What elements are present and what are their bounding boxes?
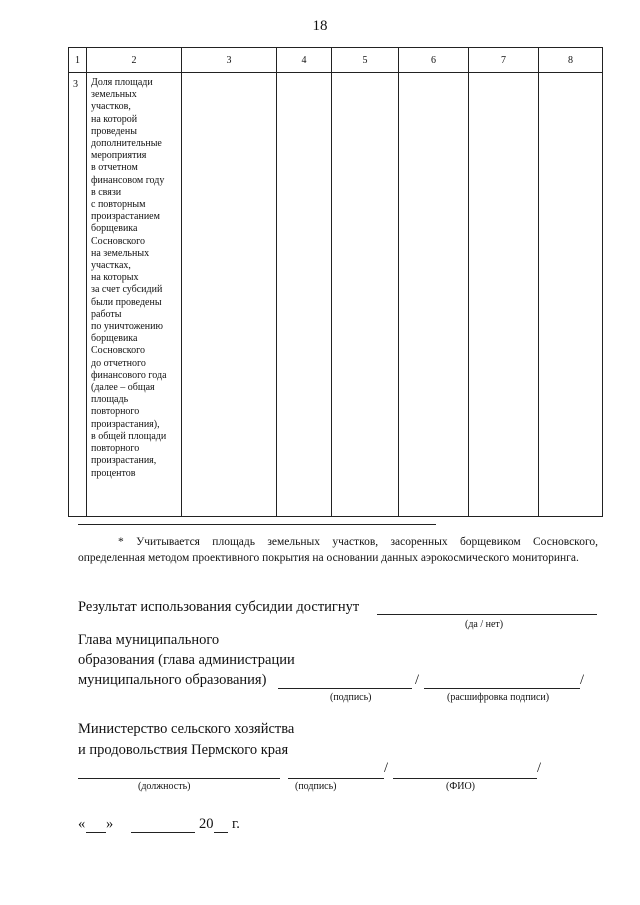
table-cell (539, 73, 603, 517)
head-sign-hint: (подпись) (330, 692, 372, 703)
head-decode-field[interactable] (424, 672, 580, 689)
result-hint: (да / нет) (465, 619, 504, 630)
ministry-sign-hint: (подпись) (295, 781, 337, 792)
table-header-cell: 3 (182, 48, 277, 73)
ministry-slash: / (384, 760, 389, 776)
ministry-position-field[interactable] (78, 763, 280, 779)
ministry-title-line2: и продовольствия Пермского края (78, 742, 289, 758)
ministry-slash-end: / (537, 760, 542, 776)
date-day-field[interactable] (86, 816, 106, 833)
page-number: 18 (312, 18, 328, 34)
table-header-row (69, 48, 603, 73)
ministry-fio-field[interactable] (393, 763, 537, 779)
table-header-cell: 4 (277, 48, 332, 73)
head-title-line3: муниципального образования) (78, 672, 267, 688)
ministry-position-hint: (должность) (138, 781, 191, 792)
table-header-cell: 6 (399, 48, 469, 73)
result-field[interactable] (377, 597, 597, 615)
date-open-quote: « (78, 816, 86, 832)
table-header-cell: 5 (332, 48, 399, 73)
result-label: Результат использования субсидии достигнут (78, 599, 360, 615)
date-close-quote: » (106, 816, 114, 832)
head-signature-field[interactable] (278, 672, 412, 689)
head-title-line2: образования (глава администрации (78, 652, 295, 668)
date-year-suffix: г. (232, 816, 240, 832)
row-number: 3 (69, 73, 87, 517)
table-cell (182, 73, 277, 517)
table-cell (399, 73, 469, 517)
table-cell (277, 73, 332, 517)
indicator-description: Доля площади земельных участков, на которой проведены дополнительные мероприятия в отчетном финансовом году в связи с повторным произрастанием борщевика Сосновского на земельных участках, на которых за счет субсидий были проведены работы по уничтожению борщевика Сосновского до отчетного финансового года (далее – общая площадь повторного произрастания), в общей площади повторного произрастания, процентов (87, 73, 182, 517)
table-cell (332, 73, 399, 517)
footnote: * Учитывается площадь земельных участков, засоренных борщевиком Сосновского, определенная методом проективного покрытия на основании данных аэрокосмического мониторинга. (78, 536, 598, 564)
ministry-title-line1: Министерство сельского хозяйства (78, 721, 295, 737)
head-slash: / (415, 672, 420, 688)
ministry-signature-field[interactable] (288, 763, 384, 779)
head-decode-hint: (расшифровка подписи) (447, 692, 550, 703)
table-header-cell: 7 (469, 48, 539, 73)
head-title-line1: Глава муниципального (78, 632, 220, 648)
date-year-prefix: 20 (199, 816, 214, 832)
indicator-table (68, 47, 603, 517)
head-slash-end: / (580, 672, 585, 688)
table-header-cell: 8 (539, 48, 603, 73)
table-cell (469, 73, 539, 517)
table-row (69, 73, 603, 517)
ministry-fio-hint: (ФИО) (446, 781, 476, 792)
table-header-cell: 2 (87, 48, 182, 73)
table-header-cell: 1 (69, 48, 87, 73)
date-year-field[interactable] (214, 816, 228, 833)
footnote-divider (78, 524, 436, 525)
date-month-field[interactable] (131, 816, 195, 833)
